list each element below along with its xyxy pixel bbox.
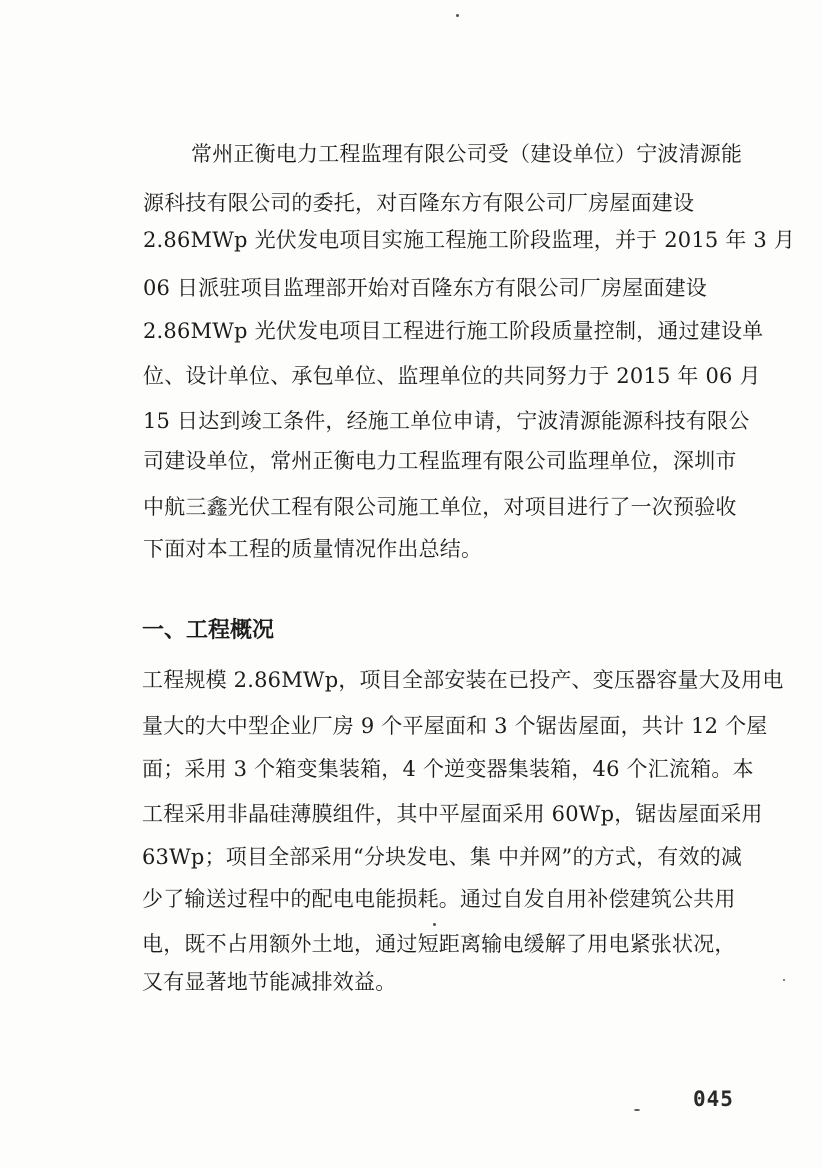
intro-line-6: 位、设计单位、承包单位、监理单位的共同努力于 2015 年 06 月	[143, 364, 761, 388]
section1-line-8: 又有显著地节能减排效益。	[142, 970, 397, 994]
intro-line-10: 下面对本工程的质量情况作出总结。	[143, 537, 483, 561]
scan-speck	[783, 979, 785, 981]
intro-line-2: 源科技有限公司的委托，对百隆东方有限公司厂房屋面建设	[143, 191, 695, 215]
page-number: 045	[693, 1087, 734, 1111]
scan-speck	[456, 14, 459, 17]
intro-line-4: 06 日派驻项目监理部开始对百隆东方有限公司厂房屋面建设	[143, 276, 707, 300]
intro-line-8: 司建设单位，常州正衡电力工程监理有限公司监理单位，深圳市	[143, 449, 737, 473]
scan-speck	[634, 1109, 640, 1111]
section1-line-4: 工程采用非晶硅薄膜组件，其中平屋面采用 60Wp，锯齿屋面采用	[142, 802, 763, 826]
section1-line-2: 量大的大中型企业厂房 9 个平屋面和 3 个锯齿屋面，共计 12 个屋	[142, 714, 768, 738]
intro-line-5: 2.86MWp 光伏发电项目工程进行施工阶段质量控制，通过建设单	[143, 319, 764, 343]
section1-line-7: 电，既不占用额外土地，通过短距离输电缓解了用电紧张状况，	[142, 932, 736, 956]
section1-line-5: 63Wp；项目全部采用“分块发电、集 中并网”的方式，有效的减	[142, 845, 743, 869]
intro-line-9: 中航三鑫光伏工程有限公司施工单位，对项目进行了一次预验收	[143, 495, 737, 519]
section1-line-6: 少了输送过程中的配电电能损耗。通过自发自用补偿建筑公共用	[142, 887, 736, 911]
section1-line-1: 工程规模 2.86MWp，项目全部安装在已投产、变压器容量大及用电	[142, 668, 784, 692]
scan-speck	[433, 923, 436, 926]
section-heading: 一、工程概况	[142, 618, 275, 643]
intro-line-3: 2.86MWp 光伏发电项目实施工程施工阶段监理，并于 2015 年 3 月	[143, 228, 796, 252]
intro-line-1: 常州正衡电力工程监理有限公司受（建设单位）宁波清源能	[191, 142, 743, 166]
intro-line-7: 15 日达到竣工条件，经施工单位申请，宁波清源能源科技有限公	[143, 409, 750, 433]
section1-line-3: 面；采用 3 个箱变集装箱，4 个逆变器集装箱，46 个汇流箱。本	[142, 757, 754, 781]
